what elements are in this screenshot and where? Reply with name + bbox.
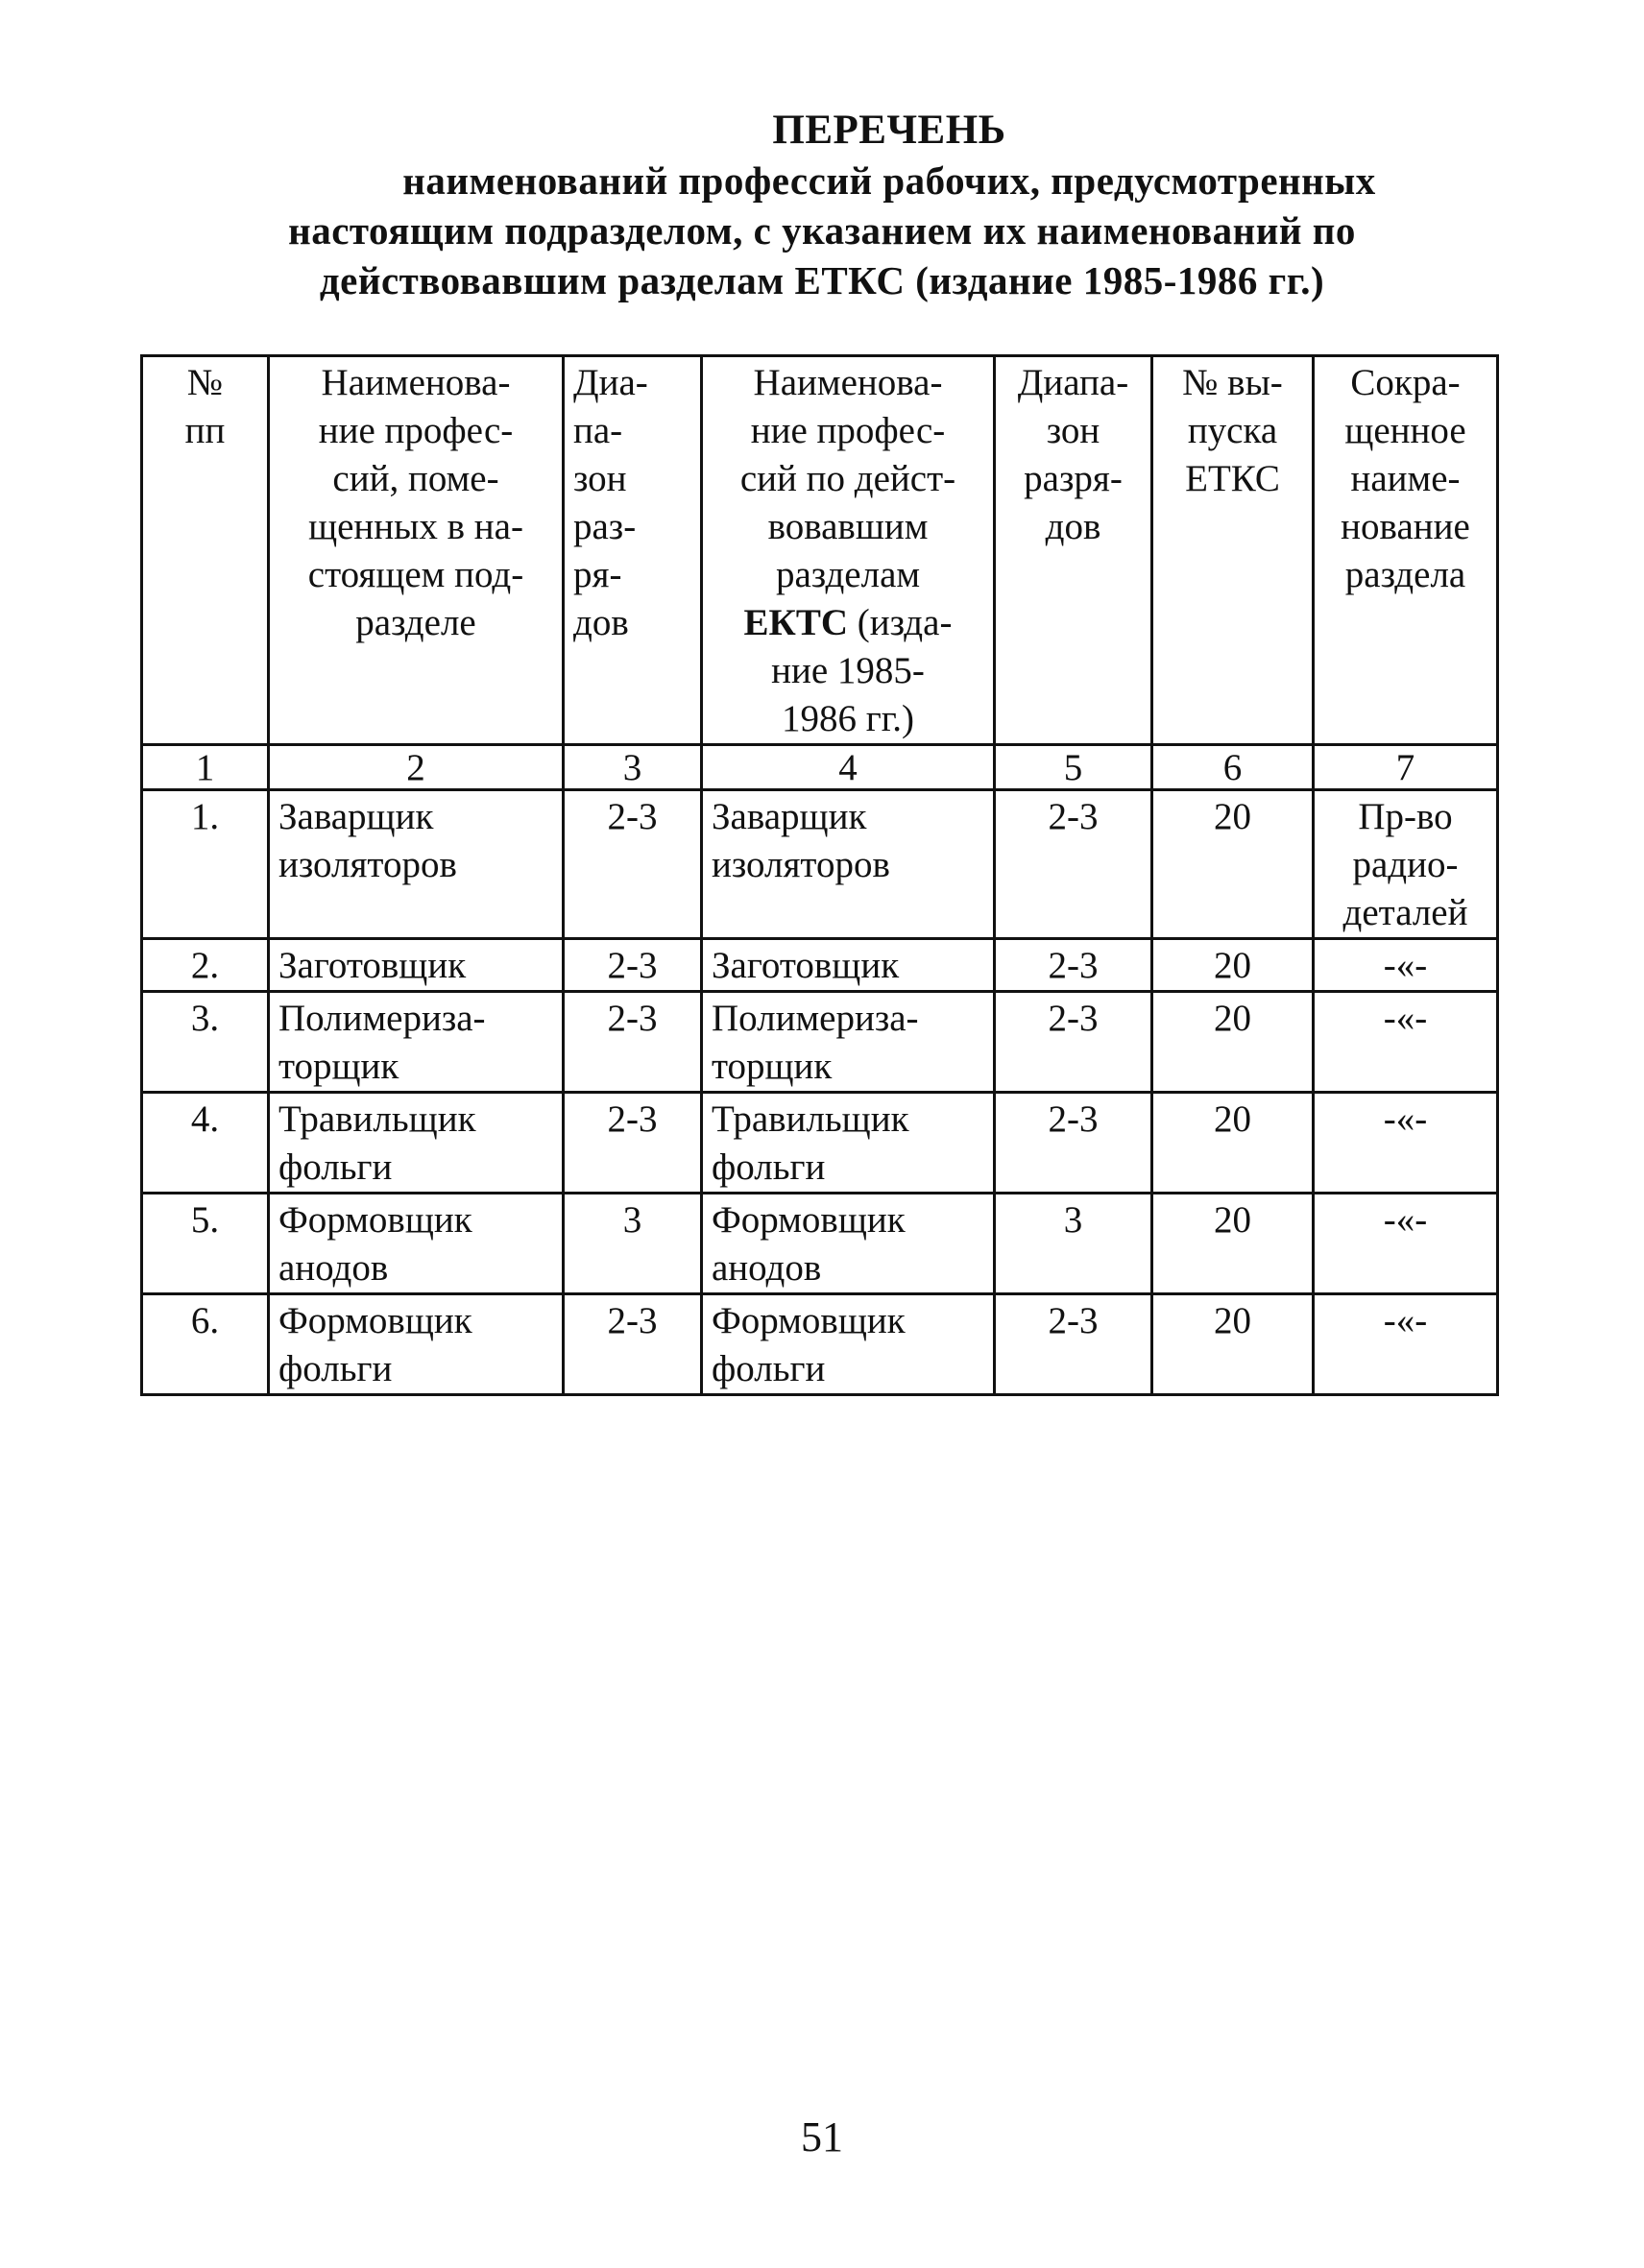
grade-range: 2-3 [564,1294,702,1395]
old-profession-name: Заварщик изоляторов [702,790,995,939]
table-row [142,992,1498,1093]
header-row [142,356,1498,745]
column-number: 6 [1152,745,1314,790]
column-number: 2 [269,745,564,790]
section-name: -«- [1314,939,1498,992]
etks-issue: 20 [1152,1194,1314,1294]
etks-issue: 20 [1152,939,1314,992]
column-number: 5 [995,745,1152,790]
section-name: -«- [1314,1194,1498,1294]
column-number-row [142,745,1498,790]
profession-name: Заварщик изоляторов [269,790,564,939]
title-line-1: наименований профессий рабочих, предусмотренных [402,158,1376,203]
table-row [142,1194,1498,1294]
old-profession-name: Формовщик фольги [702,1294,995,1395]
grade-range: 2-3 [564,992,702,1093]
header-cell-old-range: Диапа- зон разря- дов [995,356,1152,745]
section-name: -«- [1314,992,1498,1093]
professions-table [140,354,1499,1396]
etks-issue: 20 [1152,790,1314,939]
header-cell-issue: № вы- пуска ЕТКС [1152,356,1314,745]
profession-name: Заготовщик [269,939,564,992]
grade-range: 2-3 [564,1093,702,1194]
column-number: 3 [564,745,702,790]
row-number: 3. [142,992,269,1093]
row-number: 4. [142,1093,269,1194]
old-grade-range: 3 [995,1194,1152,1294]
section-name: -«- [1314,1294,1498,1395]
row-number: 6. [142,1294,269,1395]
page-number: 51 [801,2113,843,2160]
old-grade-range: 2-3 [995,939,1152,992]
old-profession-name: Формовщик анодов [702,1194,995,1294]
etks-issue: 20 [1152,1294,1314,1395]
column-number: 4 [702,745,995,790]
section-name: -«- [1314,1093,1498,1194]
old-grade-range: 2-3 [995,992,1152,1093]
header-old-name-text: Наименова- ние профес- сий по дейст- вовавшим разделам [739,362,956,595]
grade-range: 2-3 [564,939,702,992]
section-name: Пр-во радио- деталей [1314,790,1498,939]
old-grade-range: 2-3 [995,1294,1152,1395]
row-number: 1. [142,790,269,939]
title-line-2: настоящим подразделом, с указанием их наименований по [288,208,1356,253]
header-old-name-abbr: ЕКТС [743,602,848,643]
header-cell-new-name: Наименова- ние профес- сий, поме- щенных в на- стоящем под- разделе [269,356,564,745]
header-cell-old-name [702,356,995,745]
header-cell-number: № пп [142,356,269,745]
title-main: ПЕРЕЧЕНЬ [772,108,1006,153]
etks-issue: 20 [1152,1093,1314,1194]
table-row [142,939,1498,992]
row-number: 2. [142,939,269,992]
profession-name: Полимериза- торщик [269,992,564,1093]
profession-name: Формовщик фольги [269,1294,564,1395]
column-number: 7 [1314,745,1498,790]
profession-name: Формовщик анодов [269,1194,564,1294]
document-title [0,106,1644,305]
table-row [142,790,1498,939]
etks-issue: 20 [1152,992,1314,1093]
header-cell-section: Сокра- щенное наиме- нование раздела [1314,356,1498,745]
old-profession-name: Полимериза- торщик [702,992,995,1093]
profession-name: Травильщик фольги [269,1093,564,1194]
grade-range: 2-3 [564,790,702,939]
header-old-name-rest: (изда- ние 1985- 1986 гг.) [771,602,953,739]
old-profession-name: Травильщик фольги [702,1093,995,1194]
table-row [142,1093,1498,1194]
grade-range: 3 [564,1194,702,1294]
old-profession-name: Заготовщик [702,939,995,992]
row-number: 5. [142,1194,269,1294]
old-grade-range: 2-3 [995,790,1152,939]
old-grade-range: 2-3 [995,1093,1152,1194]
table-row [142,1294,1498,1395]
header-cell-range: Диа- па- зон раз- ря- дов [564,356,702,745]
column-number: 1 [142,745,269,790]
title-line-3: действовавшим разделам ЕТКС (издание 1985-1986 гг.) [319,258,1325,302]
